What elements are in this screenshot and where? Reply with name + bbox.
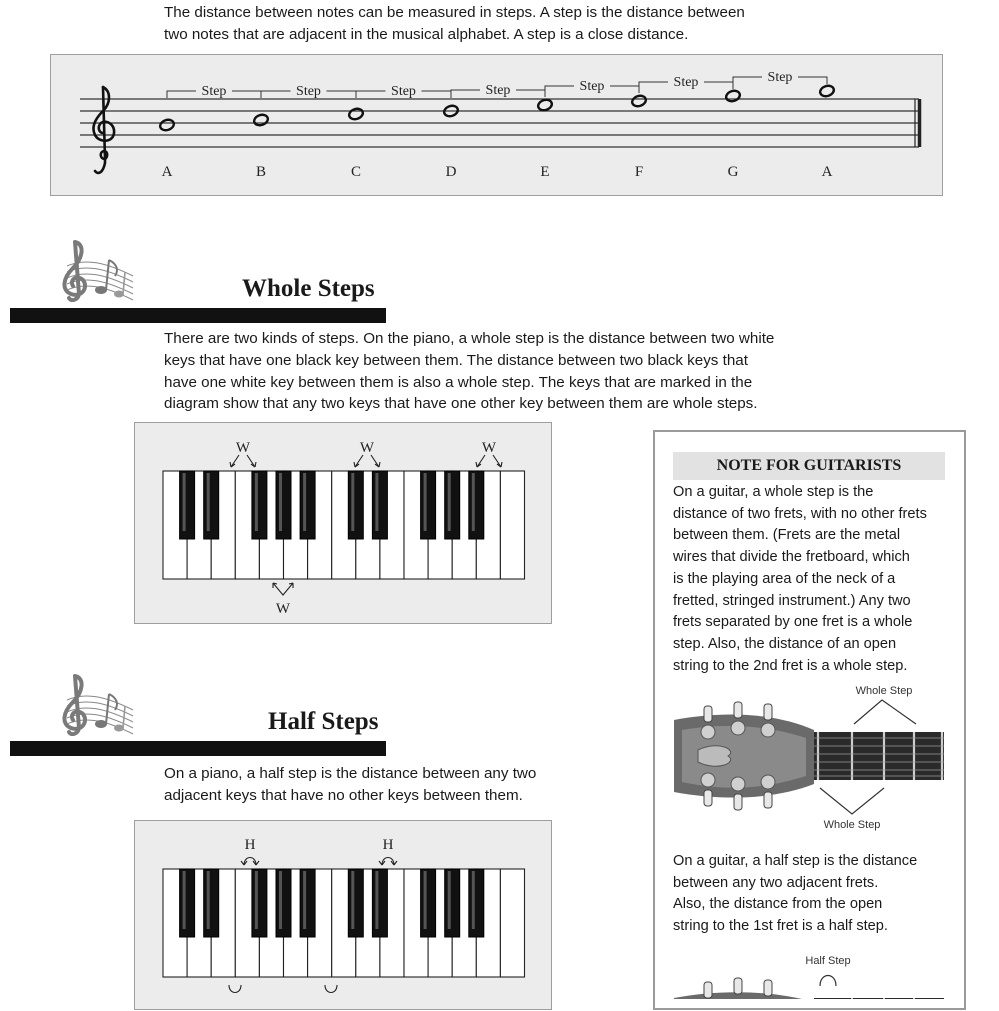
keyboard-keys <box>163 869 525 977</box>
section-bar <box>10 741 386 756</box>
whole-step-label: Whole Step <box>823 819 881 831</box>
guitar-whole-step-paragraph <box>673 482 945 677</box>
half-step-marker-label: H <box>244 837 256 853</box>
note-name-label: B <box>255 164 267 180</box>
staff-lines <box>80 99 919 147</box>
whole-step-marker-label: W <box>481 440 497 456</box>
black-key <box>372 471 387 539</box>
intro-line: The distance between notes can be measured in steps. A step is the distance between <box>164 4 745 21</box>
intro-paragraph <box>164 2 834 46</box>
white-key <box>500 869 524 977</box>
whole-steps-line: have one white key between them is also a whole step. The keys that are marked in the <box>164 373 753 391</box>
whole-note <box>537 98 553 112</box>
keyboard-keys <box>163 471 525 579</box>
white-key <box>500 471 524 579</box>
whole-steps-paragraph <box>164 328 834 415</box>
black-key <box>300 471 315 539</box>
whole-steps-heading: Whole Steps <box>242 275 375 302</box>
whole-steps-line: keys that have one black key between them. The distance between two black keys that <box>164 351 748 369</box>
whole-step-keyboard-diagram <box>134 422 552 624</box>
black-key <box>204 869 219 937</box>
guitar-line: is the playing area of the neck of a <box>673 570 896 587</box>
step-label: Step <box>201 84 227 99</box>
guitar-headstock-whole-step-image <box>668 680 948 835</box>
half-step-marker-label: H <box>382 837 394 853</box>
step-label: Step <box>296 84 321 99</box>
whole-step-marker-label: W <box>275 601 291 617</box>
note-name-label: A <box>821 164 833 180</box>
black-key <box>348 471 363 539</box>
step-label: Step <box>673 75 699 90</box>
guitar-line: string to the 2nd fret is a whole step. <box>673 657 908 674</box>
intro-line: two notes that are adjacent in the musical alphabet. A step is a close distance. <box>164 25 689 43</box>
guitar-line: frets separated by one fret is a whole <box>673 614 913 631</box>
guitar-headstock-half-step-image <box>668 948 948 999</box>
black-key <box>252 869 267 937</box>
whole-note <box>348 107 364 121</box>
treble-notes-icon <box>45 236 135 302</box>
black-key <box>469 869 484 937</box>
black-key <box>276 471 291 539</box>
step-label: Step <box>767 70 793 85</box>
half-steps-paragraph <box>164 763 639 807</box>
step-label: Step <box>391 84 416 99</box>
half-steps-line: On a piano, a half step is the distance between any two <box>164 765 537 782</box>
black-key <box>348 869 363 937</box>
whole-note <box>631 94 647 108</box>
black-key <box>421 869 436 937</box>
guitar-line: step. Also, the distance of an open <box>673 635 897 652</box>
note-name-label: F <box>634 164 644 180</box>
black-key <box>300 869 315 937</box>
guitar-line: On a guitar, a half step is the distance <box>673 853 918 869</box>
black-key <box>180 471 195 539</box>
treble-clef-icon <box>93 87 114 173</box>
half-steps-line: adjacent keys that have no other keys between them. <box>164 786 523 804</box>
step-label: Step <box>579 79 605 94</box>
treble-notes-icon <box>45 670 135 736</box>
half-steps-heading: Half Steps <box>268 708 379 735</box>
guitarist-note-title: NOTE FOR GUITARISTS <box>673 452 945 480</box>
whole-note <box>253 113 269 127</box>
guitar-line: fretted, stringed instrument.) Any two <box>673 592 911 609</box>
note-name-label: C <box>350 164 362 180</box>
notes-group <box>159 68 835 180</box>
step-label: Step <box>485 83 511 98</box>
guitar-line: string to the 1st fret is a half step. <box>673 918 888 935</box>
whole-steps-line: There are two kinds of steps. On the piano, a whole step is the distance between two white <box>164 330 775 347</box>
black-key <box>276 869 291 937</box>
guitar-line: On a guitar, a whole step is the <box>673 484 874 500</box>
whole-step-label: Whole Step <box>855 685 913 697</box>
black-key <box>252 471 267 539</box>
whole-step-marker-label: W <box>235 440 251 456</box>
black-key <box>445 471 460 539</box>
guitar-line: distance of two frets, with no other frets <box>673 505 927 522</box>
half-step-keyboard-diagram <box>134 820 552 1010</box>
black-key <box>180 869 195 937</box>
note-name-label: E <box>540 164 550 180</box>
guitar-half-step-paragraph <box>673 851 945 938</box>
black-key <box>372 869 387 937</box>
black-key <box>204 471 219 539</box>
guitar-line: between any two adjacent frets. <box>673 874 879 891</box>
whole-steps-line: diagram show that any two keys that have one other key between them are whole steps. <box>164 395 758 413</box>
guitar-line: between them. (Frets are the metal <box>673 527 901 544</box>
note-name-label: A <box>161 164 173 180</box>
guitar-line: Also, the distance from the open <box>673 896 883 913</box>
staff-diagram <box>50 54 943 196</box>
black-key <box>445 869 460 937</box>
note-name-label: G <box>727 164 739 180</box>
guitar-line: wires that divide the fretboard, which <box>673 549 910 566</box>
note-name-label: D <box>445 164 457 180</box>
whole-note <box>159 118 175 132</box>
half-step-label: Half Step <box>805 955 851 967</box>
whole-note <box>819 84 835 98</box>
black-key <box>421 471 436 539</box>
whole-step-marker-label: W <box>359 440 375 456</box>
black-key <box>469 471 484 539</box>
whole-note <box>725 89 741 103</box>
section-bar <box>10 308 386 323</box>
